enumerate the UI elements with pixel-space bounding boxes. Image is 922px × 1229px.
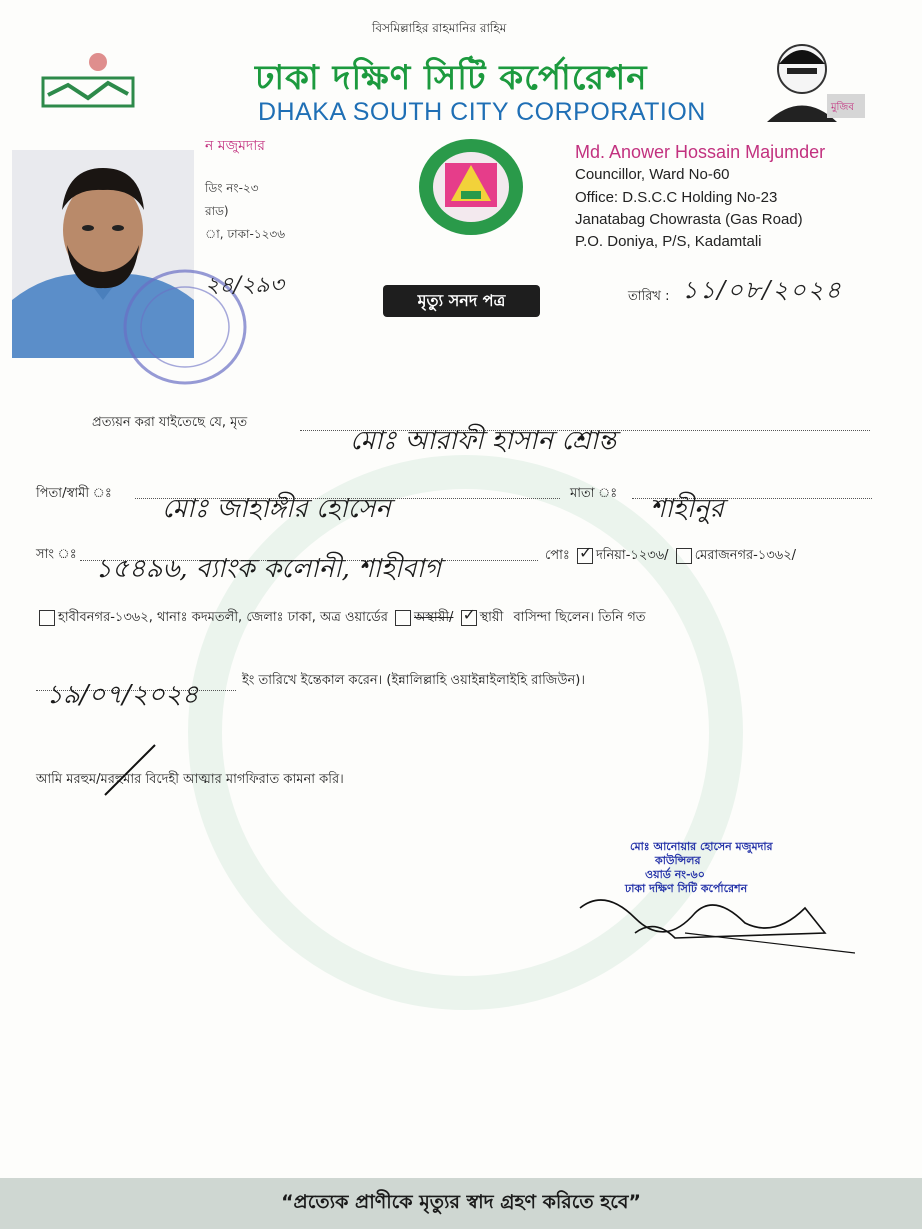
- councillor-role: Councillor, Ward No-60: [575, 166, 730, 183]
- prayer-statement: আমি মরহুম/মরহুমার বিদেহী আত্মার মাগফিরাত কামনা করি।: [36, 772, 344, 787]
- signature-stamp: [575, 838, 855, 958]
- po-doniya-label: দনিয়া-১২৩৬/: [595, 548, 669, 563]
- po-doniya-checkbox[interactable]: [577, 548, 593, 564]
- bismillah-heading: বিসমিল্লাহির রাহমানির রাহিম: [372, 21, 507, 35]
- temporary-label: অস্থায়ী/: [414, 610, 454, 625]
- mother-name: শাহীনুর: [650, 494, 724, 524]
- po-options: [545, 546, 796, 567]
- office-address: Office: D.S.C.C Holding No-23: [575, 189, 778, 206]
- resident-text: বাসিন্দা ছিলেন। তিনি গত: [513, 610, 646, 625]
- father-name: মোঃ জাহাঙ্গীর হোসেন: [162, 494, 391, 524]
- dscc-logo: [415, 135, 527, 239]
- permanent-checkbox[interactable]: [461, 610, 477, 626]
- footer-quote: “প্রত্যেক প্রাণীকে মৃত্যুর স্বাদ গ্রহণ করিতে হবে”: [281, 1191, 641, 1213]
- left-header-line-partial: রাড): [205, 204, 229, 218]
- strike-mark: [100, 740, 170, 800]
- corner-stamp-mark: [38, 50, 138, 110]
- svg-text:মুজিব: মুজিব: [831, 102, 854, 113]
- office-address-line: P.O. Doniya, P/S, Kadamtali: [575, 233, 762, 250]
- father-label: পিতা/স্বামী ঃ: [36, 486, 112, 501]
- title-bengali: ঢাকা দক্ষিণ সিটি কর্পোরেশন: [255, 58, 648, 98]
- left-header-line-partial: ডিং নং-২৩: [205, 181, 259, 195]
- stamp-name: মোঃ আনোয়ার হোসেন মজুমদার: [630, 840, 773, 853]
- death-statement: ইং তারিখে ইন্তেকাল করেন। (ইন্নালিল্লাহি ওয়াইন্নাইলাইহি রাজিউন)।: [242, 673, 586, 688]
- date-label: তারিখ :: [628, 289, 670, 304]
- stamp-ward: ওয়ার্ড নং-৬০: [645, 868, 705, 881]
- stamp-corporation: ঢাকা দক্ষিণ সিটি কর্পোরেশন: [625, 882, 748, 895]
- habibnagar-checkbox[interactable]: [39, 610, 55, 626]
- village-label: সাং ঃ: [36, 547, 77, 562]
- certify-label: প্রত্যয়ন করা যাইতেছে যে, মৃত: [92, 415, 248, 430]
- title-english: DHAKA SOUTH CITY CORPORATION: [258, 98, 706, 126]
- issue-date: ১১/০৮/২০২৪: [682, 276, 843, 304]
- handwritten-signature: [575, 878, 855, 958]
- po-merajnagar-checkbox[interactable]: [676, 548, 692, 564]
- po-label: পোঃ: [545, 548, 570, 563]
- office-address-line: Janatabag Chowrasta (Gas Road): [575, 211, 803, 228]
- death-date: ১৯/০৭/২০২৪: [46, 680, 199, 710]
- mother-label: মাতা ঃ: [570, 486, 618, 501]
- po-merajnagar-label: মেরাজনগর-১৩৬২/: [694, 548, 797, 563]
- deceased-name: মোঃ আরাফী হাসান শ্রোন্ত: [350, 426, 617, 456]
- memo-number: ২৪/২৯৩: [205, 273, 284, 298]
- certificate-title-badge: মৃত্যু সনদ পত্র: [383, 285, 540, 317]
- portrait-illustration: [757, 34, 867, 122]
- permanent-label: স্থায়ী: [479, 610, 504, 625]
- stamp-role: কাউন্সিলর: [655, 854, 701, 867]
- village-address: ১৫৪৯৬, ব্যাংক কলোনী, শাহীবাগ: [95, 554, 442, 584]
- councillor-name: Md. Anower Hossain Majumder: [575, 142, 826, 162]
- temporary-checkbox[interactable]: [395, 610, 411, 626]
- thana-district-text: হাবীবনগর-১৩৬২, থানাঃ কদমতলী, জেলাঃ ঢাকা, অত্র ওয়ার্ডের: [58, 610, 388, 625]
- left-header-name-partial: ন মজুমদার: [205, 138, 265, 154]
- residence-line: [36, 608, 646, 629]
- left-header-line-partial: া, ঢাকা-১২৩৬: [205, 227, 286, 241]
